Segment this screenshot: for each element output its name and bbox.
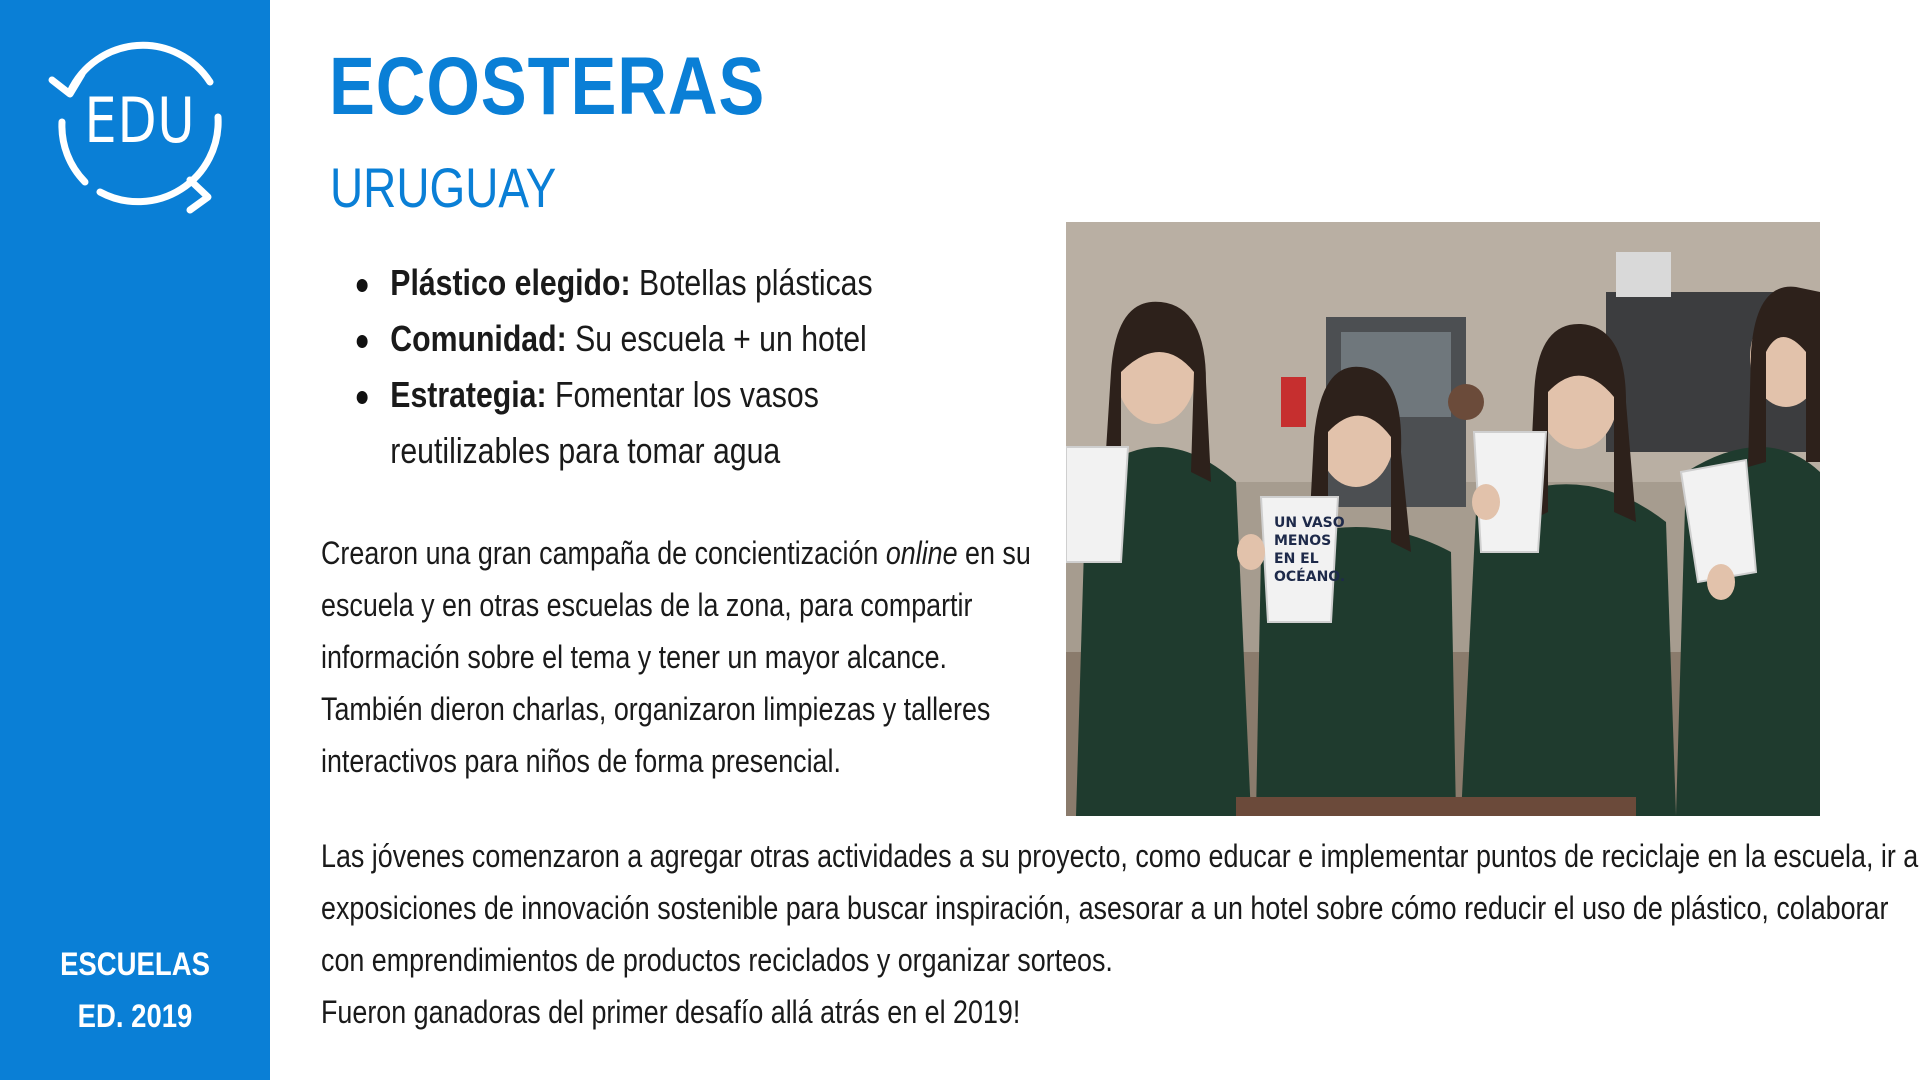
project-facts-list bbox=[355, 255, 943, 479]
fact-value: Fomentar los vasos reutilizables para tomar agua bbox=[390, 374, 819, 471]
fact-label: Comunidad: bbox=[390, 318, 567, 359]
sidebar bbox=[0, 0, 270, 1080]
team-photo-illustration bbox=[1066, 222, 1820, 816]
fact-strategy bbox=[355, 367, 943, 479]
paragraph-text: Las jóvenes comenzaron a agregar otras actividades a su proyecto, como educar e implementar puntos de reciclaje en la escuela, ir a exposiciones de innovación sostenible para buscar inspiración, asesorar a un hotel sobre cómo reducir el uso de plástico, colaborar con emprendimientos de productos reciclados y organizar sorteos. bbox=[321, 838, 1919, 978]
paragraph-emphasis: online bbox=[885, 535, 958, 571]
team-photo bbox=[1066, 222, 1820, 816]
svg-text:EN EL: EN EL bbox=[1274, 551, 1319, 567]
fact-value: Botellas plásticas bbox=[630, 262, 873, 303]
fact-community bbox=[355, 311, 943, 367]
fact-value: Su escuela + un hotel bbox=[566, 318, 867, 359]
edu-logo bbox=[40, 22, 240, 222]
page-title: ECOSTERAS bbox=[329, 41, 766, 132]
country-subtitle: URUGUAY bbox=[330, 156, 557, 219]
svg-text:UN VASO: UN VASO bbox=[1274, 515, 1345, 531]
campaign-paragraph bbox=[321, 527, 1035, 787]
paragraph-text: en su escuela y en otras escuelas de la zona, para compartir información sobre el tema y tener un mayor alcance. También dieron charlas, organizaron limpiezas y talleres interactivos para niños de forma presencial. bbox=[321, 535, 1031, 779]
svg-text:OCÉANO.: OCÉANO. bbox=[1274, 569, 1346, 585]
main-content bbox=[270, 0, 1920, 1080]
paragraph-text: Crearon una gran campaña de concientización bbox=[321, 535, 886, 571]
edition-label: ED. 2019 bbox=[77, 998, 193, 1034]
schools-label: ESCUELAS bbox=[60, 946, 210, 982]
paragraph-text: Fueron ganadoras del primer desafío allá atrás en el 2019! bbox=[321, 994, 1021, 1030]
svg-text:MENOS: MENOS bbox=[1274, 533, 1332, 549]
logo-text: EDU bbox=[84, 84, 196, 157]
fact-label: Estrategia: bbox=[390, 374, 547, 415]
fact-label: Plástico elegido: bbox=[390, 262, 631, 303]
activities-paragraph bbox=[321, 830, 1920, 1038]
fact-plastic bbox=[355, 255, 943, 311]
